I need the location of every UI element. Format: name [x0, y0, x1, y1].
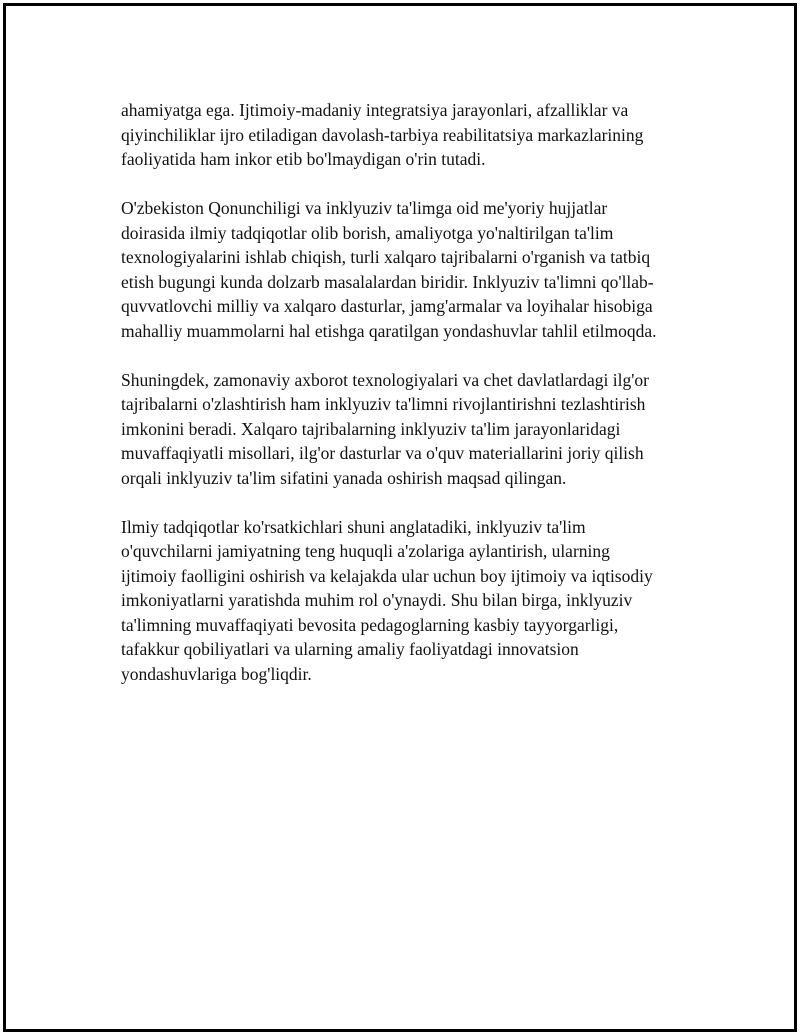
text-line: qiyinchiliklar ijro etiladigan davolash-tarbiya reabilitatsiya markazlarining	[121, 124, 644, 145]
text-line: muvaffaqiyatli misollari, ilg'or dasturlar va o'quv materiallarini joriy qilish	[121, 443, 644, 463]
document-body	[121, 98, 696, 711]
text-line: O'zbekiston Qonunchiligi va inklyuziv ta'limga oid me'yoriy hujjatlar	[121, 198, 608, 218]
text-line: mahalliy muammolarni hal etishga qaratilgan yondashuvlar tahlil etilmoqda.	[121, 320, 657, 341]
text-line: ijtimoiy faolligini oshirish va kelajakda ular uchun boy ijtimoiy va iqtisodiy	[121, 565, 653, 586]
text-line: ta'limning muvaffaqiyati bevosita pedagoglarning kasbiy tayyorgarligi,	[121, 614, 619, 635]
text-line: texnologiyalarini ishlab chiqish, turli xalqaro tajribalarni o'rganish va tatbiq	[121, 247, 651, 267]
paragraph-4	[121, 515, 696, 687]
text-line: tajribalarni o'zlashtirish ham inklyuziv ta'limni rivojlantirishni tezlashtirish	[121, 394, 646, 414]
text-line: faoliyatida ham inkor etib bo'lmaydigan o'rin tutadi.	[121, 149, 486, 169]
text-line: Shuningdek, zamonaviy axborot texnologiyalari va chet davlatlardagi ilg'or	[121, 369, 649, 390]
text-line: etish bugungi kunda dolzarb masalalardan biridir. Inklyuziv ta'limni qo'llab-	[121, 271, 654, 292]
text-line: o'quvchilarni jamiyatning teng huquqli a'zolariga aylantirish, ularning	[121, 541, 610, 561]
text-line: quvvatlovchi milliy va xalqaro dasturlar, jamg'armalar va loyihalar hisobiga	[121, 296, 653, 316]
text-line: Ilmiy tadqiqotlar ko'rsatkichlari shuni anglatadiki, inklyuziv ta'lim	[121, 516, 586, 537]
text-line: tafakkur qobiliyatlari va ularning amaliy faoliyatdagi innovatsion	[121, 639, 579, 659]
paragraph-3	[121, 368, 696, 491]
text-line: orqali inklyuziv ta'lim sifatini yanada oshirish maqsad qilingan.	[121, 467, 567, 488]
paragraph-2	[121, 196, 696, 343]
text-line: ahamiyatga ega. Ijtimoiy-madaniy integratsiya jarayonlari, afzalliklar va	[121, 100, 629, 120]
text-line: imkonini beradi. Xalqaro tajribalarning inklyuziv ta'lim jarayonlaridagi	[121, 418, 621, 439]
paragraph-1	[121, 98, 696, 172]
text-line: doirasida ilmiy tadqiqotlar olib borish, amaliyotga yo'naltirilgan ta'lim	[121, 222, 614, 243]
page-frame	[3, 3, 797, 1032]
text-line: yondashuvlariga bog'liqdir.	[121, 663, 312, 684]
text-line: imkoniyatlarni yaratishda muhim rol o'ynaydi. Shu bilan birga, inklyuziv	[121, 590, 633, 610]
